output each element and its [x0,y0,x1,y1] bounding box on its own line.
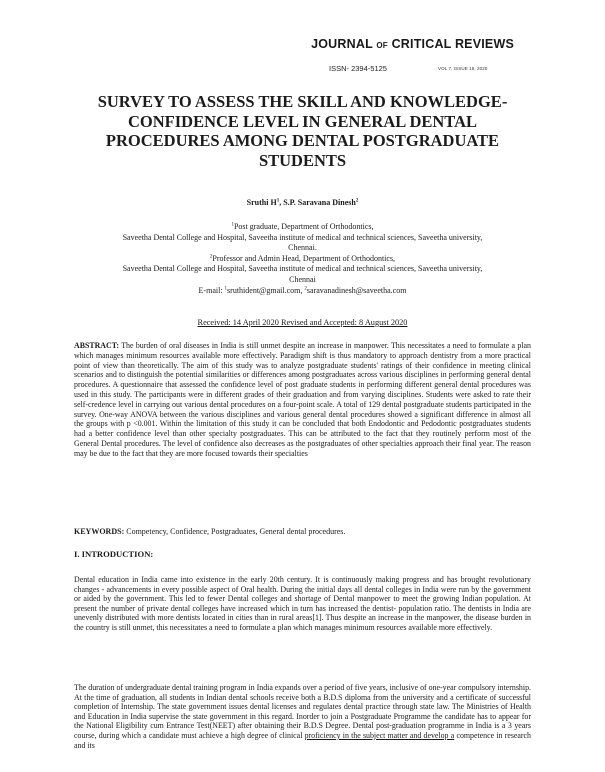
authors [74,198,531,207]
abstract-label: ABSTRACT: [74,341,120,350]
abstract-text: The burden of oral diseases in India is still unmet despite an increase in manpower. This necessitates a need to formulate a plan which manages minimum resources available more effectively. Paradigm shift is thus mandatory to approach dentistry from a more practical point of view than theoretically. The aim of this study was to analyze postgraduate students' ratings of their confidence in meeting clinical scenarios and to distinguish the potential similarities or differences among postgraduates across various disciplines in performing general dental procedures. A questionnaire that assessed the confidence level of post graduate students in performing different general dental procedures was used in this study. The participants were in different grades of their graduation and from varying disciplines. Students were asked to rate their self-credence level in carrying out various dental procedures on a four-point scale. A total of 129 dental postgraduate students participated in the survey. One-way ANOVA between the various disciplines and various general dental procedures showed a significant difference in almost all the groups with p <0.001. Within the limitation of this study it can be concluded that both Endodontic and Pedodontic postgraduates students had a better confidence level than other specialty postgraduates. This can be attributed to the fact that they routinely perform most of the General Dental procedures. The level of confidence also decreases as the postgraduates of other specialties approach their final year. The reason may be due to the fact that they are more focused towards their specialties [74,341,531,458]
intro-paragraph-1: Dental education in India came into existence in the early 20th century. It is continuously making progress and has brought revolutionary changes - advancements in every possible aspect of Oral health. During the initial days all dental colleges in India were run by the government or aided by the government. This led to fewer Dental colleges and shortage of Dental manpower to meet the growing Indian population. At present the number of private dental colleges have increased which in turn has increased the dentist- population ratio. The dentists in India are unevenly distributed with more dentists located in cities than in rural areas[1]. Thus despite an increase in the manpower, the disease burden in the country is still unmet, this necessitates a need to formulate a plan which manages minimum resources available more effectively. [74,575,531,632]
keywords-text: Competency, Confidence, Postgraduates, General dental procedures. [124,527,346,536]
affiliation-2-sup: 2 [209,254,213,260]
affiliation-1-institution: Saveetha Dental College and Hospital, Saveetha institute of medical and technical sciences, Saveetha university, [122,232,483,242]
affiliation-2-institution: Saveetha Dental College and Hospital, Saveetha institute of medical and technical sciences, Saveetha university, [122,264,483,274]
email-line: E-mail: $^1$sruthident@gmail.com, $^2$saravanadinesh@saveetha.com [198,285,407,295]
keywords-label: KEYWORDS: [74,527,125,536]
affiliation-1-role: $^1$Post graduate, Department of Orthodontics, [231,222,374,231]
email-label: E-mail: [198,285,225,295]
affiliation-2-city: Chennai [289,274,316,284]
volume-issue: VOL 7, ISSUE 19, 2020 [438,66,488,71]
author-2: S.P. Saravana Dinesh [283,198,356,207]
affiliation-2-role: $^2$Professor and Admin Head, Department of Orthodontics, [209,253,396,263]
keywords [74,527,531,536]
author-1: Sruthi H [246,198,277,207]
issn: ISSN- 2394-5125 [329,64,387,73]
abstract [74,341,531,459]
affiliation-1-city: Chennai. [288,243,317,253]
journal-of: OF [376,41,388,50]
affiliation-1-sup: 1 [231,222,234,228]
author-2-sup: 2 [355,198,359,204]
author-1-sup: 1 [276,198,280,204]
email-1[interactable]: sruthident@gmail.com, [227,285,305,295]
journal-prefix: JOURNAL [311,37,373,51]
section-heading-introduction: I. INTRODUCTION: [74,549,154,559]
author-separator: , [279,198,284,207]
journal-name [311,37,514,51]
underlined-text: proficiency in the subject matter and develop a [304,730,455,740]
email-2[interactable]: saravanadinesh@saveetha.com [306,285,407,295]
paper-title: SURVEY TO ASSESS THE SKILL AND KNOWLEDGE- CONFIDENCE LEVEL IN GENERAL DENTAL PROCEDURES AMONG DENTAL POSTGRADUATE STUDENTS [97,92,508,170]
journal-suffix: CRITICAL REVIEWS [391,37,514,51]
intro-paragraph-2: The duration of undergraduate dental training program in India expands over a period of five years, inclusive of one-year compulsory internship. At the time of graduation, all students in Indian dental schools receive both a B.D.S diploma from the university and a certificate of successful completion of Internship. The state government issues dental licenses and regulates dental practice through state law. The Ministries of Health and Education in India supervise the state government in this regard. Inorder to join a Postgraduate Programme the candidate has to appear for the National Eligibility cum Entrance Test(NEET) after obtaining their B.D.S Degree. Dental post-graduation programme in India is a 3 years course, during which a candidate must achieve a high degree of clinical proficiency in the subject matter and develop a competence in research and its [74,683,531,750]
received-dates: Received: 14 April 2020 Revised and Accepted: 8 August 2020 [197,318,408,327]
affiliations [74,222,531,296]
